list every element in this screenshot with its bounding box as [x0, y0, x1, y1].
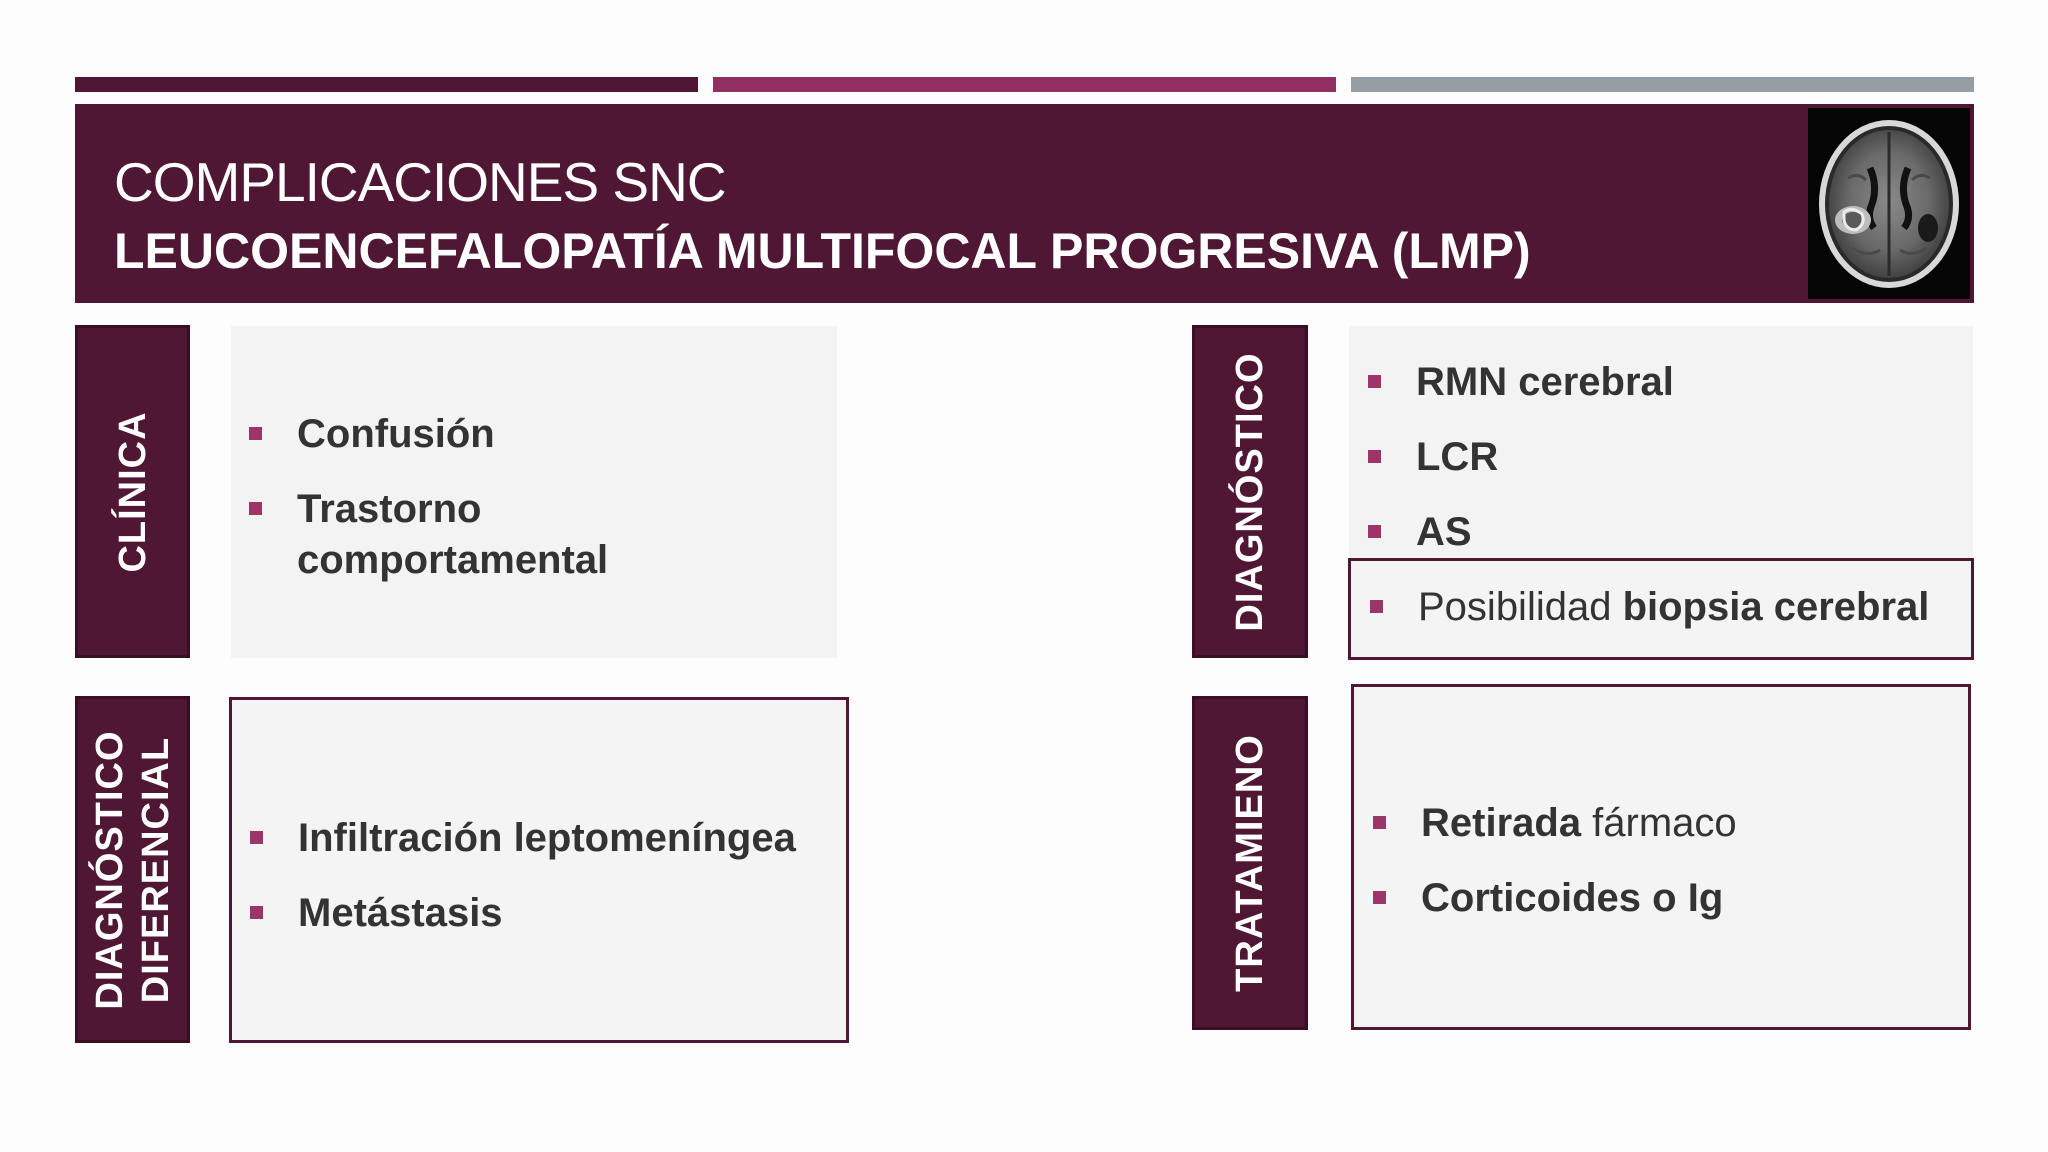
list-item-continuation: comportamental	[297, 538, 609, 582]
label-tratamiento-text: TRATAMIENO	[1229, 734, 1271, 992]
accent-bar-magenta	[713, 77, 1336, 92]
label-diagnostico-diferencial-text: DIAGNÓSTICO DIFERENCIAL	[88, 729, 177, 1010]
list-item: AS	[1416, 506, 1472, 558]
slide-subtitle: LEUCOENCEFALOPATÍA MULTIFOCAL PROGRESIVA (LMP)	[114, 223, 1531, 279]
list-item: Confusión	[297, 408, 495, 460]
label-diagnostico-diferencial	[75, 696, 190, 1043]
accent-bar-dark	[75, 77, 698, 92]
list-item: Trastorno	[297, 483, 481, 535]
panel-diagnostico	[1349, 326, 1973, 559]
list-item: Posibilidad biopsia cerebral	[1418, 581, 1929, 633]
panel-clinica	[231, 326, 837, 658]
label-clinica	[75, 325, 190, 658]
title-banner	[75, 104, 1974, 303]
list-item: RMN cerebral	[1416, 356, 1674, 408]
panel-tratamiento	[1351, 684, 1971, 1030]
square-bullet-icon	[1368, 450, 1381, 463]
panel-biopsia-highlight	[1348, 558, 1974, 660]
square-bullet-icon	[249, 502, 262, 515]
label-diagnostico	[1192, 325, 1308, 658]
square-bullet-icon	[250, 906, 263, 919]
square-bullet-icon	[1373, 891, 1386, 904]
accent-bar-gray	[1351, 77, 1974, 92]
square-bullet-icon	[249, 427, 262, 440]
list-item: Retirada fármaco	[1421, 797, 1737, 849]
slide-title: COMPLICACIONES SNC	[114, 151, 726, 213]
square-bullet-icon	[1368, 525, 1381, 538]
label-clinica-text: CLÍNICA	[111, 410, 154, 573]
square-bullet-icon	[250, 831, 263, 844]
panel-diagnostico-diferencial	[229, 697, 849, 1043]
square-bullet-icon	[1368, 375, 1381, 388]
list-item: LCR	[1416, 431, 1498, 483]
label-tratamiento	[1192, 696, 1308, 1030]
list-item: Corticoides o Ig	[1421, 872, 1723, 924]
brain-mri-image	[1808, 108, 1970, 299]
list-item: Metástasis	[298, 887, 503, 939]
label-diagnostico-text: DIAGNÓSTICO	[1229, 351, 1271, 632]
list-item: Infiltración leptomeníngea	[298, 812, 796, 864]
square-bullet-icon	[1370, 600, 1383, 613]
square-bullet-icon	[1373, 816, 1386, 829]
